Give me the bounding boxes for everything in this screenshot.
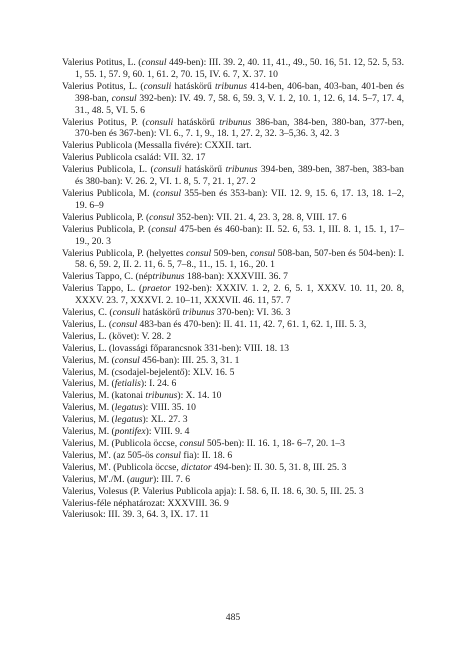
index-entry: Valerius, M'./M. (augur): III. 7. 6 (62, 473, 191, 485)
index-entry: Valerius Tappo, L. (praetor 192-ben): XXXIV. 1. 2, 2. 6, 5. 1, XXXV. 10. 11, 20. 8, XXXV. 23. 7, XXXVI. 2. 10–11, XXXVII. 46. 11, 57. 7 (62, 283, 404, 307)
index-entry: Valerius Tappo, C. (néptribunus 188-ban): XXXVIII. 36. 7 (62, 271, 288, 283)
index-entry: Valerius, M. (katonai tribunus): X. 14. 10 (62, 390, 222, 402)
page-number: 485 (225, 612, 241, 623)
index-entry: Valerius, M. (consul 456-ban): III. 25. 3, 31. 1 (62, 354, 240, 366)
index-entry: Valerius, M'. (Publicola öccse, dictator 494-ben): II. 30. 5, 31. 8, III. 25. 3 (62, 461, 347, 473)
index-entry: Valerius, C. (consuli hatáskörű tribunus 370-ben): VI. 36. 3 (62, 307, 291, 319)
index-entry: Valerius Publicola, P. (helyettes consul 509-ben, consul 508-ban, 507-ben és 504-ben): I. 58. 6, 59. 2, II. 2. 11, 6. 5, 7–8., 11., 15. 1, 16., 20. 1 (62, 247, 404, 271)
index-entry: Valerius Potitus, P. (consuli hatáskörű tribunus 386-ban, 384-ben, 380-ban, 377-ben, 370-ben és 367-ben): VI. 6., 7. 1, 9., 18. 1, 27. 2, 32. 3–5,36. 3, 42. 3 (62, 116, 404, 140)
index-entry: Valeriusok: III. 39. 3, 64. 3, IX. 17. 11 (62, 509, 209, 521)
index-entry: Valerius, M. (legatus): VIII. 35. 10 (62, 402, 196, 414)
index-entry: Valerius Potitus, L. (consuli hatáskörű tribunus 414-ben, 406-ban, 403-ban, 401-ben és 398-ban, consul 392-ben): IV. 49. 7, 58. 6, 59. 3, V. 1. 2, 10. 1, 12. 6, 14. 5–7, 17. 4, 31., 48. 5, VI. 5. 6 (62, 80, 404, 116)
index-entry: Valerius Potitus, L. (consul 449-ben): III. 39. 2, 40. 11, 41., 49., 50. 16, 51. 12, 52. 5, 53. 1, 55. 1, 57. 9, 60. 1, 61. 2, 70. 15, IV. 6. 7, X. 37. 10 (62, 57, 404, 80)
index-entry: Valerius-féle néphatározat: XXXVIII. 36. 9 (62, 497, 229, 509)
index-entry: Valerius, L. (consul 483-ban és 470-ben): II. 41. 11, 42. 7, 61. 1, 62. 1, III. 5. 3, (62, 318, 367, 330)
index-entry: Valerius, M. (fetialis): I. 24. 6 (62, 378, 177, 390)
index-entry: Valerius, M. (csodajel-bejelentő): XLV. 16. 5 (62, 366, 235, 378)
index-entry: Valerius Publicola, P. (consul 352-ben): VII. 21. 4, 23. 3, 28. 8, VIII. 17. 6 (62, 211, 347, 223)
index-entries (62, 57, 404, 521)
index-entry: Valerius, L. (követ): V. 28. 2 (62, 330, 172, 342)
index-entry: Valerius, M. (legatus): XL. 27. 3 (62, 414, 188, 426)
index-entry: Valerius, Volesus (P. Valerius Publicola apja): I. 58. 6, II. 18. 6, 30. 5, III. 25. 3 (62, 485, 364, 497)
index-entry: Valerius Publicola (Messalla fivére): CXXII. tart. (62, 140, 252, 152)
index-entry: Valerius, M'. (az 505-ös consul fia): II. 18. 6 (62, 449, 233, 461)
index-entry: Valerius Publicola család: VII. 32. 17 (62, 152, 206, 164)
index-entry: Valerius Publicola, P. (consul 475-ben és 460-ban): II. 52. 6, 53. 1, III. 8. 1, 15. 1, 17–19., 20. 3 (62, 223, 405, 247)
index-entry: Valerius, M. (pontifex): VIII. 9. 4 (62, 426, 190, 438)
index-entry: Valerius Publicola, M. (consul 355-ben és 353-ban): VII. 12. 9, 15. 6, 17. 13, 18. 1–2, 19. 6–9 (62, 187, 404, 211)
index-entry: Valerius, M. (Publicola öccse, consul 505-ben): II. 16. 1, 18- 6–7, 20. 1–3 (62, 438, 345, 449)
index-entry: Valerius Publicola, L. (consuli hatáskörű tribunus 394-ben, 389-ben, 387-ben, 383-ban és 380-ban): V. 26. 2, VI. 1. 8, 5. 7, 21. 1, 27. 2 (62, 164, 404, 188)
index-entry: Valerius, L. (lovassági főparancsnok 331-ben): VIII. 18. 13 (62, 342, 290, 354)
